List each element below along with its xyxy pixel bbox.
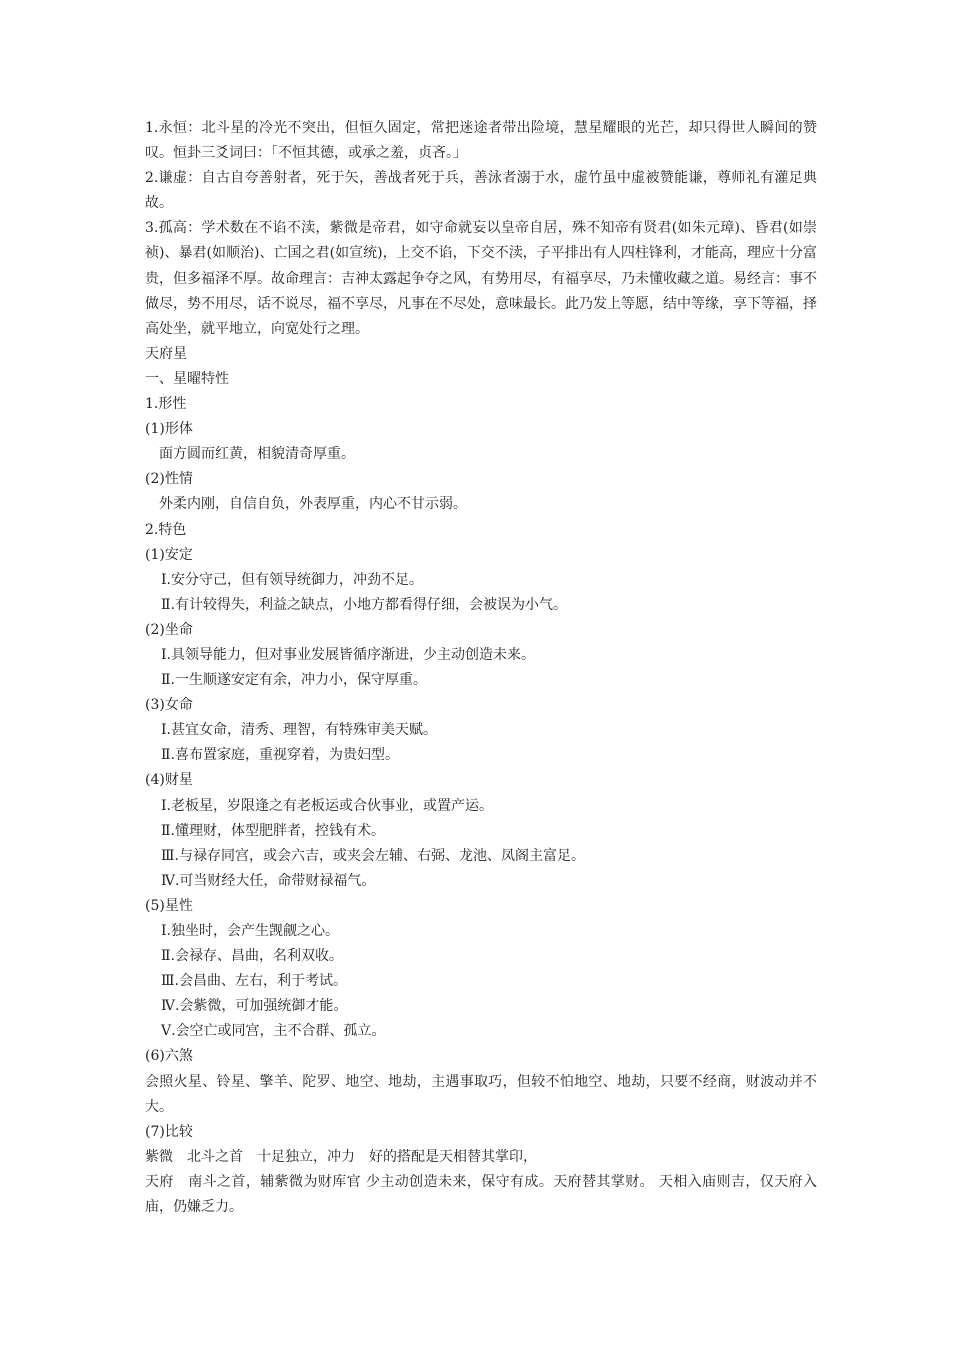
section-heading-star-traits: 一、星曜特性 <box>145 370 229 387</box>
female-item-2: Ⅱ.喜布置家庭，重视穿着，为贵妇型。 <box>161 747 399 764</box>
body-shape-text: 面方圆而红黄，相貌清奇厚重。 <box>159 446 355 463</box>
heading-six-sha: (6)六煞 <box>145 1048 193 1065</box>
heading-star-nature: (5)星性 <box>145 897 193 914</box>
seat-item-1: Ⅰ.具领导能力，但对事业发展皆循序渐进，少主动创造未来。 <box>161 646 535 663</box>
stable-item-1: Ⅰ.安分守己，但有领导统御力，冲劲不足。 <box>161 571 423 588</box>
paragraph-eternal: 1.永恒：北斗星的冷光不突出，但恒久固定，常把迷途者带出险境，慧星耀眼的光芒，却只得世人瞬间的赞叹。恒卦三爻词曰：「不恒其德，或承之羞，贞吝。」 <box>145 120 817 162</box>
wealth-item-4: Ⅳ.可当财经大任，命带财禄福气。 <box>161 872 376 889</box>
star-title: 天府星 <box>145 345 187 362</box>
heading-wealth-star: (4)财星 <box>145 772 193 789</box>
stable-item-2: Ⅱ.有计较得失，利益之缺点，小地方都看得仔细，会被误为小气。 <box>161 596 567 613</box>
nature-item-2: Ⅱ.会禄存、昌曲，名利双收。 <box>161 948 343 965</box>
heading-form-nature: 1.形性 <box>145 396 187 413</box>
wealth-item-3: Ⅲ.与禄存同宫，或会六吉，或夹会左辅、右弼、龙池、凤阁主富足。 <box>161 847 585 864</box>
heading-features: 2.特色 <box>145 521 187 538</box>
seat-item-2: Ⅱ.一生顺遂安定有余，冲力小，保守厚重。 <box>161 672 427 689</box>
paragraph-lofty: 3.孤高：学术数在不谄不渎，紫微是帝君，如守命就妄以皇帝自居，殊不知帝有贤君(如朱元璋)、昏君(如崇祯)、暴君(如顺治)、亡国之君(如宣统)，上交不谄，下交不渎，子平排出有人四柱锋利，才能高，理应十分富贵，但多福泽不厚。故命理言：吉神太露起争夺之风，有势用尽，有福享尽，乃未懂收藏之道。易经言：事不做尽，势不用尽，话不说尽，福不享尽，凡事在不尽处，意味最长。此乃发上等愿，结中等缘，享下等福，择高处坐，就平地立，向宽处行之理。 <box>145 220 817 337</box>
nature-item-1: Ⅰ.独坐时，会产生觊觎之心。 <box>161 923 339 939</box>
female-item-1: Ⅰ.甚宜女命，清秀、理智，有特殊审美天赋。 <box>161 722 437 739</box>
nature-item-5: Ⅴ.会空亡或同宫，主不合群、孤立。 <box>161 1023 386 1040</box>
nature-item-4: Ⅳ.会紫微，可加强统御才能。 <box>161 998 348 1015</box>
temperament-text: 外柔内刚，自信自负，外表厚重，内心不甘示弱。 <box>159 496 467 513</box>
document-page <box>145 116 817 1220</box>
heading-temperament: (2)性情 <box>145 471 193 488</box>
heading-comparison: (7)比较 <box>145 1123 193 1140</box>
six-sha-text: 会照火星、铃星、擎羊、陀罗、地空、地劫，主遇事取巧，但较不怕地空、地劫，只要不经商，财波动并不大。 <box>145 1073 817 1115</box>
heading-stable: (1)安定 <box>145 546 193 563</box>
paragraph-humble: 2.谦虚：自古自夸善射者，死于矢，善战者死于兵，善泳者溺于水，虚竹虽中虚被赞能谦，尊师礼有灌足典故。 <box>145 170 817 212</box>
heading-body-shape: (1)形体 <box>145 421 193 438</box>
comparison-tianfu: 天府 南斗之首，辅紫微为财库官 少主动创造未来，保守有成。天府替其掌财。 天相入庙则吉，仅天府入庙，仍嫌乏力。 <box>145 1173 817 1216</box>
wealth-item-1: Ⅰ.老板星，岁限逢之有老板运或合伙事业，或置产运。 <box>161 797 493 814</box>
heading-seat-life: (2)坐命 <box>145 621 193 638</box>
wealth-item-2: Ⅱ.懂理财，体型肥胖者，控钱有术。 <box>161 822 385 839</box>
heading-female-life: (3)女命 <box>145 697 193 714</box>
nature-item-3: Ⅲ.会昌曲、左右，利于考试。 <box>161 973 347 990</box>
comparison-ziwei: 紫微 北斗之首 十足独立，冲力 好的搭配是天相替其掌印， <box>145 1148 537 1165</box>
